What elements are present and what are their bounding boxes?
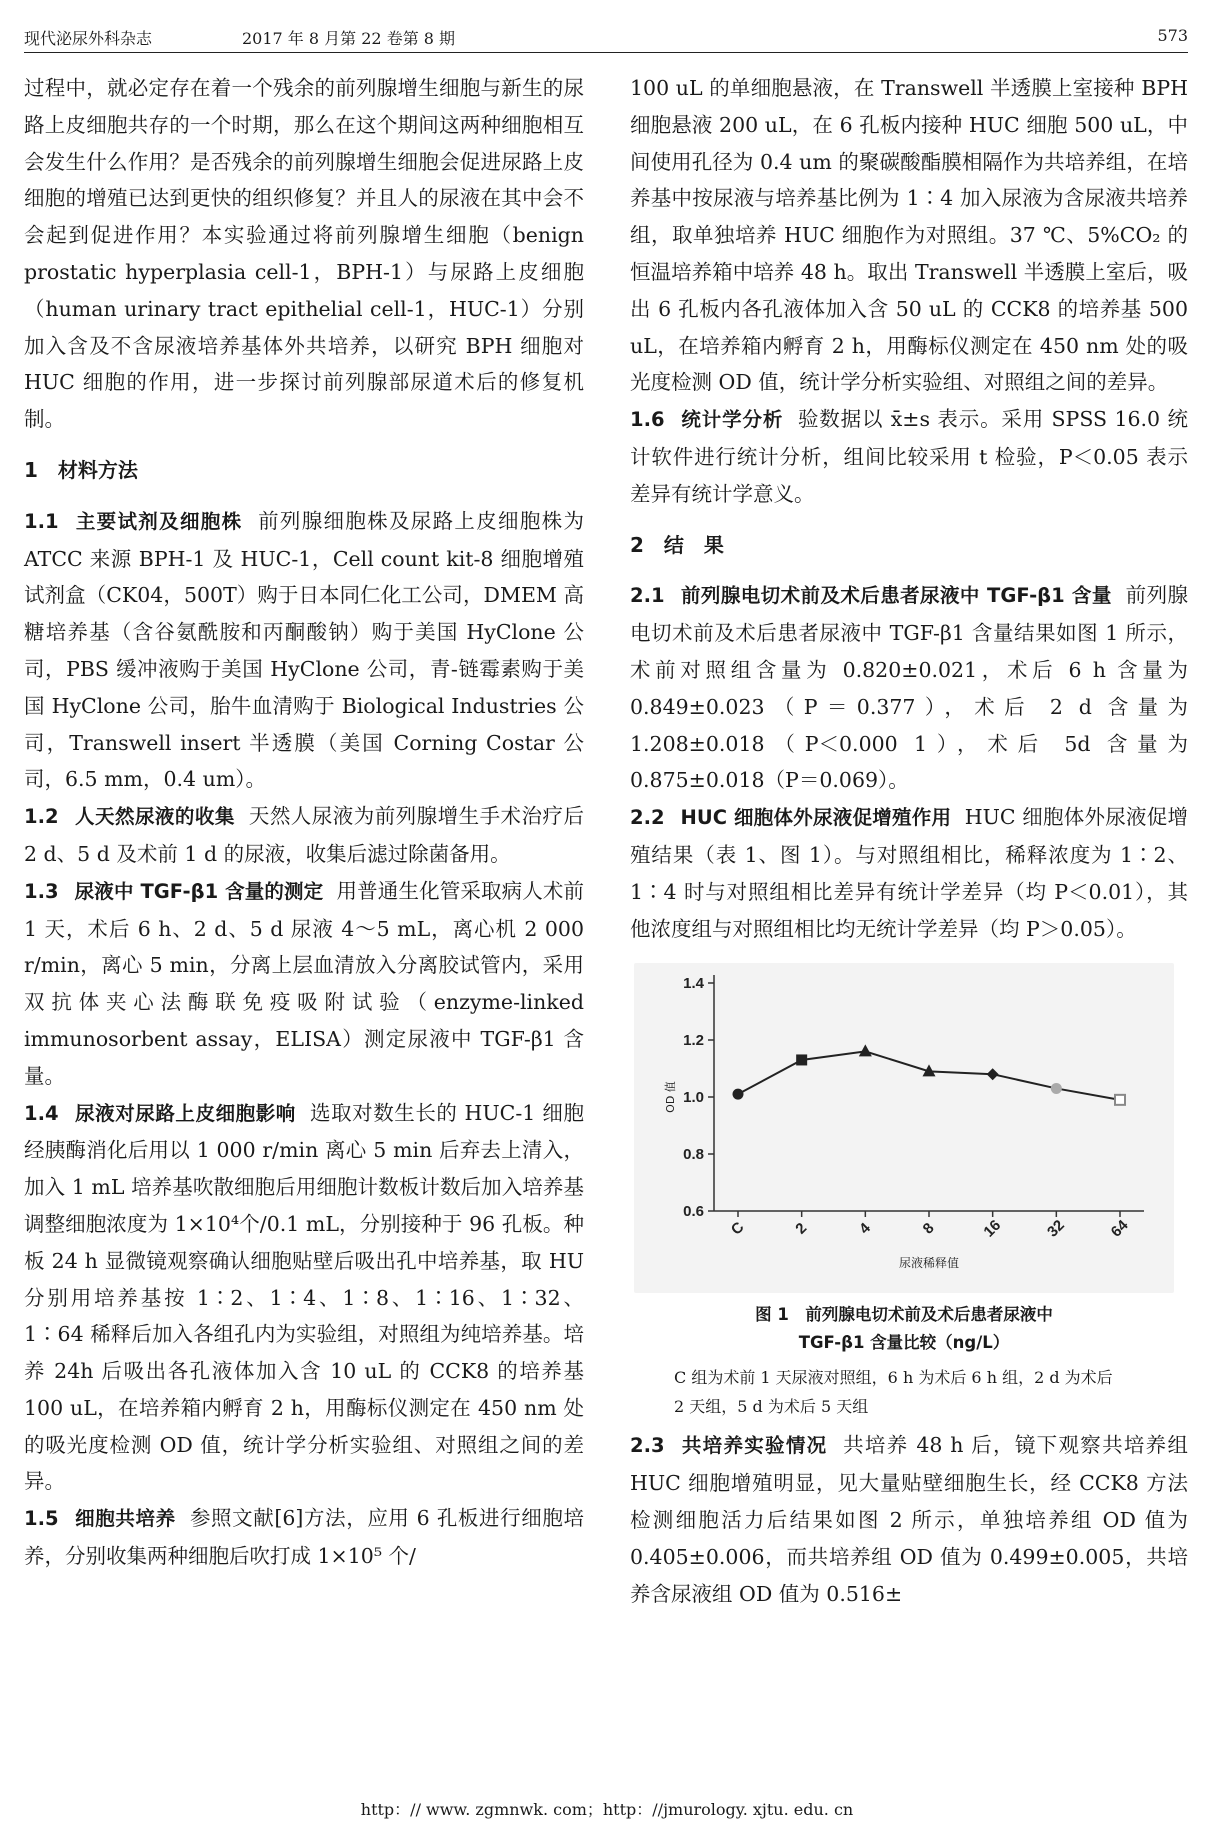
subsection-number: 1.4 [24, 1101, 59, 1125]
x-tick-label: 32 [1044, 1217, 1068, 1241]
x-tick-label: 2 [792, 1220, 811, 1238]
subsection-title: 前列腺电切术前及术后患者尿液中 TGF-β1 含量 [680, 584, 1112, 608]
subsection-title: HUC 细胞体外尿液促增殖作用 [680, 806, 952, 830]
chart-area [634, 963, 1174, 1293]
subsection-1-4 [24, 1095, 584, 1501]
subsection-number: 1.3 [24, 879, 59, 903]
subsection-number: 1.2 [24, 805, 59, 829]
section-heading-methods: 1 材料方法 [24, 457, 138, 482]
subsection-text: 共培养 48 h 后，镜下观察共培养组 HUC 细胞增殖明显，见大量贴壁细胞生长，经 CCK8 方法检测细胞活力后结果如图 2 所示，单独培养组 OD 值为 0.405±0.006，而共培养组 OD 值为 0.499±0.005，共培养含尿液组 OD 值为 0.516± [630, 1433, 1188, 1606]
subsection-title: 人天然尿液的收集 [74, 805, 235, 829]
y-tick-label: 0.6 [683, 1203, 704, 1221]
subsection-text: 天然人尿液为前列腺增生手术治疗后 2 d、5 d 及术前 1 d 的尿液，收集后滤过除菌备用。 [24, 804, 584, 866]
subsection-text: 验数据以 x̄±s 表示。采用 SPSS 16.0 统计软件进行统计分析，组间比较采用 t 检验，P＜0.05 表示差异有统计学意义。 [630, 407, 1188, 506]
figure-caption [634, 1301, 1174, 1357]
issue-info: 2017 年 8 月第 22 卷第 8 期 [242, 29, 456, 48]
data-point [859, 1045, 872, 1057]
continued-paragraph: 100 uL 的单细胞悬液，在 Transwell 半透膜上室接种 BPH 细胞悬液 200 uL，在 6 孔板内接种 HUC 细胞 500 uL，中间使用孔径为 0.4 um 的聚碳酸酯膜相隔作为共培养组，在培养基中按尿液与培养基比例为 1∶4 加入尿液为含尿液共培养组，取单独培养 HUC 细胞作为对照组。37 ℃、5%CO₂ 的恒温培养箱中培养 48 h。取出 Transwell 半透膜上室后，吸出 6 孔板内各孔液体加入含 50 uL 的 CCK8 的培养基 500 uL，在培养箱内孵育 2 h，用酶标仪测定在 450 nm 处的吸光度检测 OD 值，统计学分析实验组、对照组之间的差异。 [630, 76, 1188, 395]
subsection-1-6 [630, 401, 1188, 512]
y-tick-label: 1.4 [683, 975, 704, 993]
subsection-title: 统计学分析 [680, 408, 784, 432]
subsection-1-3 [24, 873, 584, 1095]
x-tick-label: 64 [1107, 1217, 1132, 1241]
y-tick-label: 0.8 [683, 1146, 704, 1164]
subsection-text: 选取对数生长的 HUC-1 细胞经胰酶消化后用以 1 000 r/min 离心 5 min 后弃去上清入，加入 1 mL 培养基吹散细胞后用细胞计数板计数后加入培养基调整细胞浓度为 1×10⁴个/0.1 mL，分别接种于 96 孔板。种板 24 h 显微镜观察确认细胞贴壁后吸出孔中培养基，取 HU 分别用培养基按 1∶2、1∶4、1∶8、1∶16、1∶32、1∶64 稀释后加入各组孔内为实验组，对照组为纯培养基。培养 24h 后吸出各孔液体加入含 10 uL 的 CCK8 的培养基 100 uL，在培养箱内孵育 2 h，用酶标仪测定在 450 nm 处的吸光度检测 OD 值，统计学分析实验组、对照组之间的差异。 [24, 1100, 584, 1494]
subsection-title: 尿液对尿路上皮细胞影响 [74, 1101, 296, 1125]
journal-name: 现代泌尿外科杂志 [24, 29, 153, 48]
subsection-text: 前列腺电切术前及术后患者尿液中 TGF-β1 含量结果如图 1 所示，术前对照组含量为 0.820±0.021，术后 6 h 含量为 0.849±0.023（P＝0.377），术后 2 d 含量为 1.208±0.018（P＜0.000 1），术后 5d 含量为 0.875±0.018（P＝0.069）。 [630, 583, 1188, 793]
x-tick-label: 8 [919, 1220, 938, 1238]
subsection-1-5 [24, 1500, 584, 1575]
subsection-text: HUC 细胞体外尿液促增殖结果（表 1、图 1）。与对照组相比，稀释浓度为 1∶2、1∶4 时与对照组相比差异有统计学差异（均 P＜0.01），其他浓度组与对照组相比均无统计学差异（均 P＞0.05）。 [630, 805, 1188, 941]
figure-caption-line-2: TGF-β1 含量比较（ng/L） [798, 1333, 1010, 1353]
page-number: 573 [1157, 26, 1188, 45]
x-axis-label: 尿液稀释值 [898, 1256, 960, 1271]
intro-paragraph: 过程中，就必定存在着一个残余的前列腺增生细胞与新生的尿路上皮细胞共存的一个时期，那么在这个期间这两种细胞相互会发生什么作用？是否残余的前列腺增生细胞会促进尿路上皮细胞的增殖已达到更快的组织修复？并且人的尿液在其中会不会起到促进作用？本实验通过将前列腺增生细胞（benign prostatic hyperplasia cell-1，BPH-1）与尿路上皮细胞（human urinary tract epithelial cell-1，HUC-1）分别加入含及不含尿液培养基体外共培养，以研究 BPH 细胞对 HUC 细胞的作用，进一步探讨前列腺部尿道术后的修复机制。 [24, 76, 584, 432]
subsection-title: 细胞共培养 [74, 1507, 176, 1531]
section-heading-results: 2 结 果 [630, 532, 724, 557]
subsection-2-2 [630, 799, 1188, 947]
x-tick-label: 4 [856, 1220, 874, 1238]
y-tick-label: 1.0 [683, 1089, 704, 1107]
subsection-text: 前列腺细胞株及尿路上皮细胞株为 ATCC 来源 BPH-1 及 HUC-1，Cell count kit-8 细胞增殖试剂盒（CK04，500T）购于日本同仁化工公司，DMEM 高糖培养基（含谷氨酰胺和丙酮酸钠）购于美国 HyClone 公司，PBS 缓冲液购于美国 HyClone 公司，青-链霉素购于美国 HyClone 公司，胎牛血清购于 Biological Industries 公司，Transwell insert 半透膜（美国 Corning Costar 公司，6.5 mm，0.4 um）。 [24, 508, 584, 792]
subsection-title: 主要试剂及细胞株 [74, 509, 243, 533]
subsection-number: 2.2 [630, 806, 665, 830]
page-footer-urls: http：// www. zgmnwk. com；http：//jmurology. xjtu. edu. cn [360, 1800, 854, 1819]
subsection-text: 参照文献[6]方法，应用 6 孔板进行细胞培养，分别收集两种细胞后吹打成 1×10⁵ 个/ [24, 1506, 584, 1569]
figure-caption-line-1: 图 1 前列腺电切术前及术后患者尿液中 [755, 1305, 1053, 1325]
left-column [24, 70, 584, 1575]
subsection-title: 共培养实验情况 [680, 1434, 828, 1458]
subsection-number: 1.6 [630, 408, 665, 432]
x-tick-label: 16 [980, 1217, 1005, 1241]
line-chart [634, 963, 1174, 1293]
data-point [987, 1069, 999, 1081]
subsection-number: 2.3 [630, 1434, 665, 1458]
subsection-number: 1.1 [24, 509, 59, 533]
data-point [1051, 1083, 1062, 1094]
subsection-2-1 [630, 577, 1188, 799]
y-axis-label: OD 值 [664, 1081, 677, 1114]
data-point [796, 1055, 807, 1066]
figure-note: C 组为术前 1 天尿液对照组，6 h 为术后 6 h 组，2 d 为术后 2 天组，5 d 为术后 5 天组 [674, 1368, 1113, 1417]
right-column [630, 70, 1188, 1612]
subsection-2-3 [630, 1427, 1188, 1612]
running-header [24, 22, 1188, 53]
data-point [1115, 1095, 1125, 1105]
data-point [733, 1089, 744, 1100]
subsection-title: 尿液中 TGF-β1 含量的测定 [74, 879, 324, 903]
subsection-text: 用普通生化管采取病人术前 1 天，术后 6 h、2 d、5 d 尿液 4～5 mL，离心机 2 000 r/min，离心 5 min，分离上层血清放入分离胶试管内，采用双抗体夹心法酶联免疫吸附试验（enzyme-linked immunosorbent assay，ELISA）测定尿液中 TGF-β1 含量。 [24, 878, 584, 1088]
subsection-1-1 [24, 503, 584, 798]
y-tick-label: 1.2 [683, 1032, 704, 1050]
x-tick-label: C [727, 1219, 748, 1239]
subsection-1-2 [24, 798, 584, 873]
subsection-number: 1.5 [24, 1507, 59, 1531]
figure-1 [634, 963, 1174, 1421]
subsection-number: 2.1 [630, 584, 665, 608]
